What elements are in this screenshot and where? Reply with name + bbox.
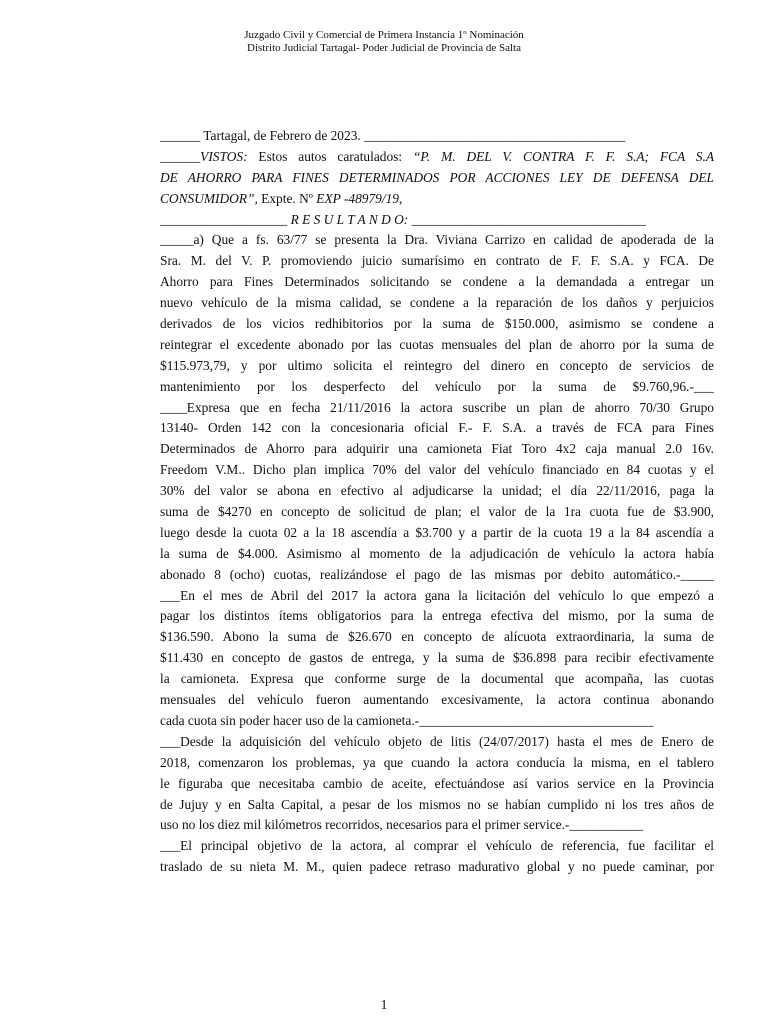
vistos-line: ______VISTOS: Estos autos caratulados: “P. M. DEL V. CONTRA F. F. S.A; FCA S.A bbox=[160, 148, 714, 164]
paragraph-line: la camioneta. Expresa que conforme surge de la documental que acompaña, las cuotas bbox=[160, 671, 714, 687]
court-name: Juzgado Civil y Comercial de Primera Instancia 1º Nominación bbox=[244, 29, 524, 41]
paragraph-line: $11.430 en concepto de gastos de entrega, y la suma de $36.898 para recibir efectivamente bbox=[160, 650, 714, 666]
paragraph-line: mantenimiento por los desperfecto del vehículo por la suma de $9.760,96.-___ bbox=[160, 378, 714, 394]
paragraph-line: Sra. M. del V. P. promoviendo juicio sumarísimo en contrato de F. F. S.A. y FCA. De bbox=[160, 253, 714, 269]
paragraph-line: ___El principal objetivo de la actora, al comprar el vehículo de referencia, fue facilitar el bbox=[160, 838, 714, 854]
paragraph-line: ___Desde la adquisición del vehículo objeto de litis (24/07/2017) hasta el mes de Enero de bbox=[160, 733, 714, 749]
resultando-heading: R E S U L T A N D O: bbox=[290, 211, 409, 227]
case-number: EXP -48979/19 bbox=[316, 190, 399, 206]
paragraph-line: 2018, comenzaron los problemas, ya que cuando la actora conducía la misma, en el tablero bbox=[160, 754, 714, 770]
paragraph-line: 30% del valor se abona en efectivo al adjudicarse la unidad; el día 22/11/2016, paga la bbox=[160, 483, 714, 499]
paragraph-line: ___En el mes de Abril del 2017 la actora gana la licitación del vehículo lo que empezó a bbox=[160, 587, 714, 603]
paragraph-line: derivados de los vicios redhibitorios por la suma de $150.000, asimismo se condene a bbox=[160, 316, 714, 332]
paragraph-line: suma de $4270 en concepto de solicitud de plan; el valor de la 1ra cuota fue de $3.900, bbox=[160, 504, 714, 520]
district-name: Distrito Judicial Tartagal- Poder Judicial de Provincia de Salta bbox=[247, 41, 521, 54]
paragraph-line: Determinados de Ahorro para adquirir una camioneta Fiat Toro 4x2 caja manual 2.0 16v. bbox=[160, 441, 714, 457]
paragraph-line: traslado de su nieta M. M., quien padece retraso madurativo global y no puede caminar, por bbox=[160, 859, 714, 875]
vistos-heading: VISTOS: bbox=[200, 148, 248, 164]
paragraph-line: la suma de $4.000. Asimismo al momento de la adjudicación de vehículo la actora había bbox=[160, 545, 714, 561]
paragraph-line: mensuales del vehículo fueron aumentando excesivamente, la actora continua abonando bbox=[160, 692, 714, 708]
document-header bbox=[0, 29, 768, 54]
date-line: ______ Tartagal, de Febrero de 2023. _______________________________________ bbox=[160, 128, 626, 143]
resolution-body bbox=[160, 126, 714, 878]
paragraph-line: abonado 8 (ocho) cuotas, realizándose el pago de las mismas por debito automático.-_____ bbox=[160, 566, 714, 582]
paragraph-line: $136.590. Abono la suma de $26.670 en concepto de alícuota extraordinaria, la suma de bbox=[160, 629, 714, 645]
paragraph-line: ____Expresa que en fecha 21/11/2016 la actora suscribe un plan de ahorro 70/30 Grupo bbox=[160, 399, 714, 415]
case-caption-line: DE AHORRO PARA FINES DETERMINADOS POR ACCIONES LEY DE DEFENSA DEL bbox=[160, 169, 714, 185]
case-caption-start: “P. M. DEL V. CONTRA F. F. S.A; FCA S.A bbox=[412, 148, 714, 164]
case-number-line: CONSUMIDOR”, Expte. Nº EXP -48979/19, bbox=[160, 190, 403, 206]
paragraph-line: Freedom V.M.. Dicho plan implica 70% del valor del vehículo financiado en 84 cuotas y el bbox=[160, 462, 714, 478]
paragraph-line: uso no los diez mil kilómetros recorridos, necesarios para el primer service.-___________ bbox=[160, 817, 644, 833]
paragraph-line: Ahorro para Fines Determinados solicitando se condene a la demandada a entregar un bbox=[160, 274, 714, 290]
paragraph-line: 13140- Orden 142 con la concesionaria oficial F.- F. S.A. a través de FCA para Fines bbox=[160, 420, 714, 436]
paragraph-line: reintegrar el excedente abonado por las cuotas mensuales del plan de ahorro por la suma de bbox=[160, 336, 714, 352]
paragraph-line: de Jujuy y en Salta Capital, a pesar de los mismos no se habían cumplido ni los tres años de bbox=[160, 796, 714, 812]
paragraph-line: _____a) Que a fs. 63/77 se presenta la Dra. Viviana Carrizo en calidad de apoderada de la bbox=[160, 232, 714, 248]
paragraph-line: le figuraba que necesitaba cambio de aceite, efectuándose así varios service en la Provincia bbox=[160, 775, 714, 791]
resultando-heading-line: ___________________ R E S U L T A N D O: ___________________________________ bbox=[160, 211, 646, 227]
paragraph-line: luego desde la cuota 02 a la 18 ascendía a $3.700 y a partir de la cuota 19 a la 84 ascendía a bbox=[160, 524, 714, 540]
paragraph-line: $115.973,79, y por ultimo solicita el reintegro del dinero en concepto de servicios de bbox=[160, 357, 714, 373]
paragraph-line: pagar los distintos ítems obligatorios para la entrega efectiva del mismo, por la suma de bbox=[160, 608, 714, 624]
paragraph-line: nuevo vehículo de la misma calidad, se condene a la reparación de los daños y perjuicios bbox=[160, 295, 714, 311]
paragraph-line: cada cuota sin poder hacer uso de la camioneta.-___________________________________ bbox=[160, 712, 654, 728]
page-number: 1 bbox=[380, 998, 388, 1013]
